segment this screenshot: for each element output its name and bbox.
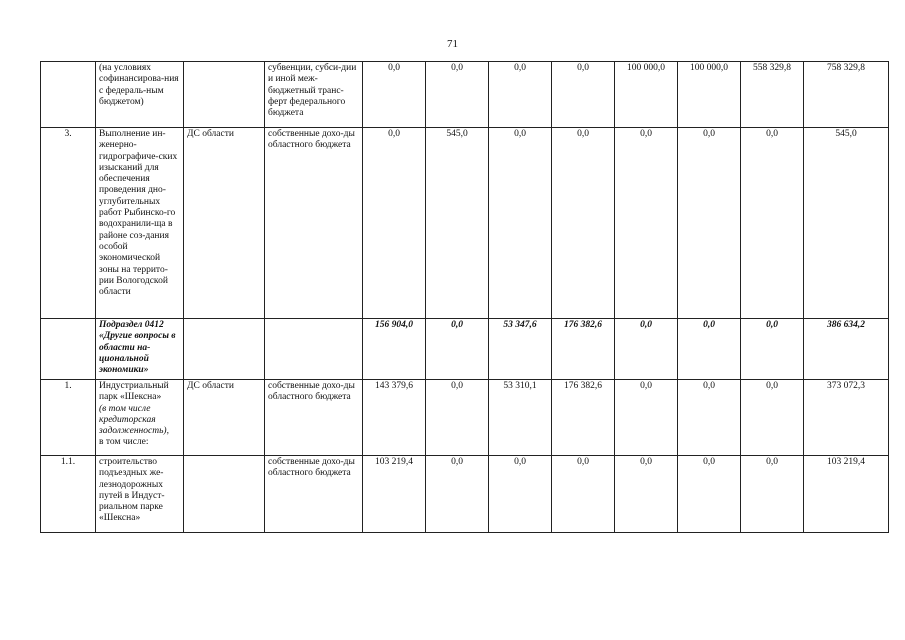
total-cell: 758 329,8 [804, 62, 889, 128]
row-responsible: ДС области [184, 380, 265, 456]
value-cell: 0,0 [489, 62, 552, 128]
row-index: 1. [41, 380, 96, 456]
page-number: 71 [447, 38, 458, 50]
value-cell: 176 382,6 [552, 380, 615, 456]
value-cell: 558 329,8 [741, 62, 804, 128]
value-cell: 100 000,0 [678, 62, 741, 128]
value-cell: 0,0 [615, 128, 678, 319]
total-cell: 103 219,4 [804, 456, 889, 533]
value-cell: 0,0 [552, 128, 615, 319]
value-cell: 176 382,6 [552, 319, 615, 380]
row-responsible [184, 319, 265, 380]
value-cell: 103 219,4 [363, 456, 426, 533]
row-name-tail: в том числе: [99, 437, 149, 448]
value-cell: 0,0 [678, 456, 741, 533]
value-cell: 100 000,0 [615, 62, 678, 128]
value-cell: 0,0 [426, 380, 489, 456]
value-cell: 0,0 [363, 128, 426, 319]
value-cell: 53 347,6 [489, 319, 552, 380]
total-cell: 373 072,3 [804, 380, 889, 456]
value-cell: 0,0 [426, 456, 489, 533]
row-name: (на условиях софинансирова-ния с федераль-ным бюджетом) [96, 62, 184, 128]
value-cell: 156 904,0 [363, 319, 426, 380]
row-funding-source: субвенции, субси-дии и иной меж-бюджетный транс-ферт федерального бюджета [265, 62, 363, 128]
total-cell: 545,0 [804, 128, 889, 319]
row-index [41, 319, 96, 380]
value-cell: 0,0 [552, 62, 615, 128]
row-name: строительство подъездных же-лезнодорожных путей в Индуст-риальном парке «Шексна» [96, 456, 184, 533]
row-name: Выполнение ин-женерно-гидрографиче-ских изысканий для обеспечения проведения дно-углубительных работ Рыбинско-го водохранили-ща в районе соз-дания особой экономической зоны на террито-рии Вологодской области [96, 128, 184, 319]
value-cell: 0,0 [426, 319, 489, 380]
table-row [41, 319, 889, 380]
value-cell: 0,0 [741, 319, 804, 380]
value-cell: 0,0 [678, 319, 741, 380]
value-cell: 0,0 [426, 62, 489, 128]
row-index [41, 62, 96, 128]
table-row [41, 380, 889, 456]
row-responsible: ДС области [184, 128, 265, 319]
row-index: 3. [41, 128, 96, 319]
value-cell: 0,0 [615, 319, 678, 380]
value-cell: 0,0 [678, 128, 741, 319]
total-cell: 386 634,2 [804, 319, 889, 380]
value-cell: 0,0 [615, 456, 678, 533]
table-row [41, 62, 889, 128]
row-name-main: Индустриальный парк «Шексна» [99, 381, 169, 403]
value-cell: 0,0 [552, 456, 615, 533]
value-cell: 0,0 [678, 380, 741, 456]
row-name-note: (в том числе кредиторская задолженность), [99, 403, 169, 437]
value-cell: 0,0 [489, 128, 552, 319]
row-name [96, 380, 184, 456]
table-row [41, 456, 889, 533]
value-cell: 0,0 [741, 456, 804, 533]
value-cell: 143 379,6 [363, 380, 426, 456]
table-row [41, 128, 889, 319]
row-responsible [184, 62, 265, 128]
value-cell: 0,0 [363, 62, 426, 128]
value-cell: 0,0 [489, 456, 552, 533]
value-cell: 53 310,1 [489, 380, 552, 456]
value-cell: 0,0 [615, 380, 678, 456]
budget-table [40, 61, 889, 533]
row-funding-source [265, 319, 363, 380]
row-responsible [184, 456, 265, 533]
row-funding-source: собственные дохо-ды областного бюджета [265, 456, 363, 533]
value-cell: 0,0 [741, 380, 804, 456]
row-index: 1.1. [41, 456, 96, 533]
row-funding-source: собственные дохо-ды областного бюджета [265, 128, 363, 319]
row-funding-source: собственные дохо-ды областного бюджета [265, 380, 363, 456]
value-cell: 0,0 [741, 128, 804, 319]
subsection-title: Подраздел 0412 «Другие вопросы в области на-циональной экономики» [96, 319, 184, 380]
value-cell: 545,0 [426, 128, 489, 319]
